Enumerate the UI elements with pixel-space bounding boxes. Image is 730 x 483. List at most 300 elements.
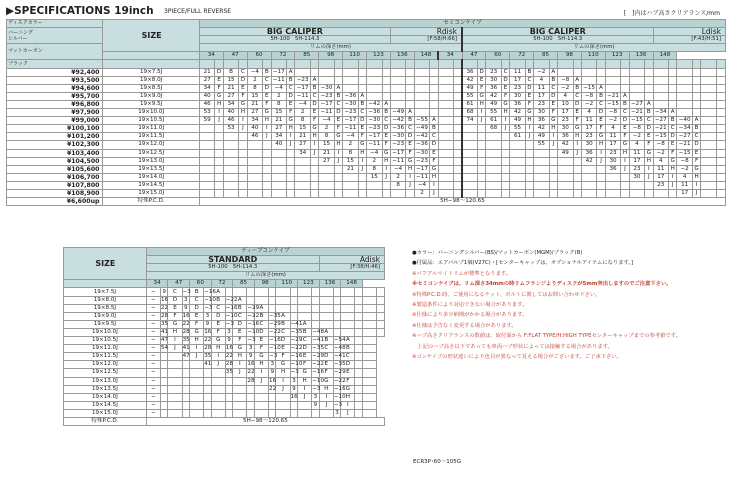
value-cell [701,165,717,173]
table-row [7,109,726,117]
value-cell [510,173,526,181]
value-cell: G [254,353,268,361]
value-cell: B [341,345,355,353]
table-row [64,296,385,304]
value-cell [355,409,362,417]
size-cell: 19×13.0J [64,377,147,385]
value-cell: −4 [295,100,311,108]
value-cell: E [334,117,342,125]
value-cell: −21 [607,92,619,99]
value-cell [254,385,268,393]
table-row [7,100,726,108]
big-caliper-left: BIG CALIPER [199,28,390,36]
value-cell: 16 [269,377,277,384]
value-cell: 21 [247,100,263,108]
depth-header: 136 [319,280,341,288]
value-cell [312,320,319,328]
value-cell [204,409,211,417]
value-cell: I [254,369,268,377]
value-cell [199,133,215,141]
value-cell [716,92,725,100]
value-cell: −17 [392,149,405,156]
value-cell [501,173,509,181]
value-cell: J [190,353,204,361]
notes-list [412,248,728,362]
value-cell: 4 [558,92,574,100]
value-cell [263,141,271,149]
value-cell: 36 [581,149,597,157]
value-cell [239,133,247,141]
size-cell: 19×14.0J [103,173,199,181]
value-cell: I [319,393,333,401]
price-cell: ¥102,300 [7,141,103,149]
value-cell [295,173,311,181]
value-cell [223,189,239,197]
value-cell [247,288,254,296]
note-item: ※コンケイブの形状違いにより色目が異なって見える場合がございます。ご了承下さい。 [412,354,622,361]
value-cell: 17 [510,76,526,84]
value-cell [319,189,335,197]
value-cell [215,133,223,141]
value-cell: F [319,369,333,377]
value-cell [287,189,295,197]
value-cell [653,189,669,197]
value-cell: 36 [558,133,574,141]
value-cell: D [669,133,677,141]
value-cell: 2 [247,76,263,84]
value-cell: 23 [605,149,621,157]
value-cell [333,304,340,312]
value-cell: −11 [416,173,428,180]
value-cell [478,149,486,157]
table-row [7,157,726,165]
value-cell [478,141,486,149]
value-cell: G [190,328,204,336]
spacer-cell [605,60,621,68]
value-cell [486,181,502,189]
value-cell [390,189,406,197]
value-cell [199,157,215,165]
value-cell: −2 [677,165,693,173]
size-cell: 19×8.5J [103,84,199,92]
value-cell [629,68,645,76]
value-cell: −16 [290,353,303,360]
value-cell: 15 [271,109,287,117]
value-cell: H [645,157,653,165]
disk-color-label: ディスクカラー [7,20,103,28]
value-cell [334,165,342,173]
value-cell: A [310,76,318,84]
value-cell [269,393,276,401]
spacer-cell [414,60,430,68]
value-cell: 41 [182,345,190,352]
value-cell: B [334,92,342,100]
table-row [7,84,726,92]
value-cell: I [645,165,653,173]
value-cell [362,312,376,320]
table-row [64,369,385,377]
value-cell: F [645,141,653,149]
value-cell [382,68,390,76]
value-cell: −29 [290,337,303,344]
value-cell [621,84,629,92]
value-cell [215,165,223,173]
value-cell [645,68,653,76]
value-cell: C [254,320,268,328]
value-cell: A [621,92,629,100]
value-cell: −23 [320,92,333,99]
value-cell: − [146,312,160,320]
value-cell [534,189,550,197]
spacer-cell [295,60,311,68]
value-cell: 49 [462,84,478,92]
value-cell [355,353,362,361]
value-cell: C [334,100,342,108]
value-cell [334,173,342,181]
value-cell [653,92,669,100]
value-cell: − [146,369,160,377]
value-cell: B [382,109,390,117]
value-cell: E [298,353,312,361]
size-cell: 19×15.0J [103,189,199,197]
value-cell: 9 [270,369,275,376]
table-row [7,173,726,181]
value-cell: −16 [333,385,346,392]
value-cell: G [501,100,509,108]
value-cell: H [263,117,271,125]
value-cell [525,157,533,165]
value-cell: 11 [629,149,645,157]
size-cell: 19×11.0J [103,125,199,133]
depth-header: 85 [233,280,255,288]
value-cell: G [233,345,247,353]
value-cell [355,361,362,369]
value-cell: −10 [333,393,346,400]
value-cell: C [573,92,581,100]
price-cell: ¥107,800 [7,181,103,189]
value-cell: −23 [416,157,428,164]
value-cell: B [358,100,366,108]
value-cell: −8 [629,125,645,133]
value-cell: −41 [333,353,346,360]
value-cell [362,353,376,361]
value-cell: C [597,100,605,108]
value-cell [355,345,362,353]
value-cell [581,76,597,84]
value-cell [549,149,557,157]
table-row [64,312,385,320]
table-row [64,377,385,385]
value-cell [287,181,295,189]
value-cell: I [287,133,295,141]
table-row [7,189,726,197]
value-cell: 55 [462,92,478,100]
value-cell [605,173,621,181]
big-caliper-right: BIG CALIPER [462,28,653,36]
value-cell [438,76,454,84]
value-cell: A [287,68,295,76]
value-cell [239,189,247,197]
value-cell: D [263,84,271,92]
value-cell [438,100,454,108]
value-cell: −49 [416,125,428,132]
depth-header: 110 [343,52,367,60]
size-spacer [103,60,199,68]
depth-header: 34 [146,280,168,288]
value-cell: F [233,337,247,345]
value-cell: 15 [343,157,359,165]
value-cell [298,304,312,312]
value-cell: H [319,385,333,393]
value-cell: H [358,149,366,157]
value-cell: A [597,84,605,92]
depth-header: 60 [247,52,271,60]
value-cell: G [276,361,290,369]
spacer-cell [525,60,533,68]
value-cell: E [549,100,557,108]
value-cell: 11 [534,84,550,92]
value-cell [223,157,239,165]
value-cell [341,312,355,320]
value-cell: 34 [247,117,263,125]
value-cell: 8 [390,181,406,189]
note-item: ●付属品：エアバルブ1個(V27C)・[センターキャップは、オプショナルアイテムになります。] [412,260,634,267]
value-cell [343,84,359,92]
rim-depth-right: リムの深さ(mm) [462,44,726,52]
value-cell: D [190,304,204,312]
value-cell: C [430,133,438,141]
value-cell: D [334,109,342,117]
value-cell [269,401,276,409]
depth-header: 47 [223,52,247,60]
value-cell [190,369,204,377]
value-cell [343,181,359,189]
value-cell: 9 [227,337,231,344]
value-cell: 15 [319,141,335,149]
value-cell: 30 [486,76,502,84]
value-cell: H [382,157,390,165]
value-cell: B [549,76,557,84]
value-cell: G [669,157,677,165]
value-cell [581,68,597,76]
depth-header: 85 [534,52,558,60]
value-cell: E [239,84,247,92]
price-cell: ¥96,800 [7,100,103,108]
value-cell [263,189,271,197]
value-cell: J [287,141,295,149]
value-cell [486,149,502,157]
depth-header: 123 [298,280,320,288]
value-cell: − [146,377,160,385]
value-cell: F [190,320,204,328]
value-cell: G [597,133,605,141]
value-cell: 35 [160,320,169,327]
value-cell: 59 [199,117,215,125]
value-cell [225,401,232,409]
value-cell [290,312,297,320]
value-cell [211,385,225,393]
semi-concave-header: セミコンケイブ [199,20,725,28]
value-cell [669,100,677,108]
value-cell [629,189,645,197]
table-row [64,361,385,369]
value-cell [211,377,225,385]
spacer-cell [430,60,438,68]
value-cell [168,401,182,409]
value-cell [160,409,167,417]
value-cell [247,393,254,401]
value-cell [573,173,581,181]
value-cell: −2 [605,117,621,125]
value-cell: 17 [605,141,621,149]
value-cell: 3 [270,361,275,368]
size-cell: 19×14.0J [64,393,147,401]
value-cell: A [334,84,342,92]
table-row [7,181,726,189]
value-cell: H [233,353,247,361]
value-cell: E [263,92,271,100]
deep-concave-header: ディープコンケイブ [146,248,384,256]
value-cell [199,141,215,149]
value-cell [290,409,297,417]
value-cell: H [254,361,268,369]
value-cell [312,304,319,312]
value-cell: I [430,181,438,189]
value-cell: J [525,133,533,141]
value-cell: −36 [368,109,381,116]
value-cell: −49 [392,109,405,116]
value-cell [377,304,385,312]
value-cell [692,68,700,76]
value-cell: −30 [344,100,357,107]
value-cell: H [298,377,312,385]
size-cell: 19×10.0J [103,109,199,117]
value-cell [621,189,629,197]
spacer-cell [454,60,462,68]
value-cell: − [146,288,160,296]
value-cell: A [358,92,366,100]
value-cell: H [621,149,629,157]
matte-carbon-label: マットカーボン [7,44,103,60]
value-cell [319,165,335,173]
value-cell: J [233,369,247,377]
value-cell: J [478,117,486,125]
value-cell: E [406,141,414,149]
value-cell: −21 [630,109,643,116]
value-cell [414,100,430,108]
value-cell: −48 [312,328,325,335]
value-cell: 17 [534,92,550,100]
size-cell: 19×14.5J [64,401,147,409]
value-cell: F [406,149,414,157]
value-cell [254,296,268,304]
value-cell: A [341,337,355,345]
value-cell: − [146,385,160,393]
value-cell: G [239,100,247,108]
value-cell: I [406,173,414,181]
value-cell [701,68,717,76]
value-cell: −8 [677,157,693,165]
value-cell [701,117,717,125]
value-cell [362,369,376,377]
value-cell: −8 [605,109,621,117]
value-cell [677,76,693,84]
value-cell: 4 [605,125,621,133]
value-cell [390,92,406,100]
value-cell [333,312,340,320]
depth-header: 110 [276,280,298,288]
value-cell [406,76,414,84]
value-cell [525,189,533,197]
value-cell [430,100,438,108]
value-cell: 3 [313,393,318,400]
value-cell: I [501,117,509,125]
value-cell [254,393,268,401]
value-cell [182,401,189,409]
value-cell [355,385,362,393]
value-cell: −3 [269,353,278,360]
value-cell [406,68,414,76]
value-cell [486,165,502,173]
value-cell: A [211,288,225,296]
value-cell [597,68,605,76]
table-row [7,165,726,173]
spacer-cell [669,60,677,68]
value-cell [573,165,581,173]
value-cell [701,92,717,100]
value-cell: 27 [223,92,239,100]
value-cell [406,189,414,197]
value-cell [478,157,486,165]
value-cell: I [215,109,223,117]
value-cell: C [263,76,271,84]
value-cell: 16 [182,312,190,319]
value-cell [290,304,297,312]
value-cell [558,157,574,165]
value-cell: 15 [367,173,383,181]
value-cell: 27 [295,141,311,149]
spacer-cell [478,60,486,68]
value-cell [430,92,438,100]
size-spacer [64,280,147,288]
value-cell: −8 [558,76,574,84]
value-cell: 15 [247,92,263,100]
pcd-value: 5H−98〜120.65 [199,198,725,206]
value-cell: E [319,361,333,369]
value-cell [269,296,276,304]
value-cell [716,84,725,92]
spacer-cell [199,60,215,68]
value-cell [211,393,225,401]
value-cell [525,149,533,157]
value-cell: 40 [247,125,263,133]
table-row [64,320,385,328]
depth-header: 72 [211,280,233,288]
value-cell [438,189,454,197]
value-cell: H [478,100,486,108]
value-cell [382,76,390,84]
value-cell: C [669,125,677,133]
value-cell: E [597,117,605,125]
value-cell [692,84,700,92]
value-cell [233,385,247,393]
value-cell [367,181,383,189]
ldisk-clearance: [F:43/H:51] [653,36,726,44]
value-cell: 2 [367,157,383,165]
value-cell: 21 [223,84,239,92]
value-cell [438,125,454,133]
value-cell [454,133,462,141]
